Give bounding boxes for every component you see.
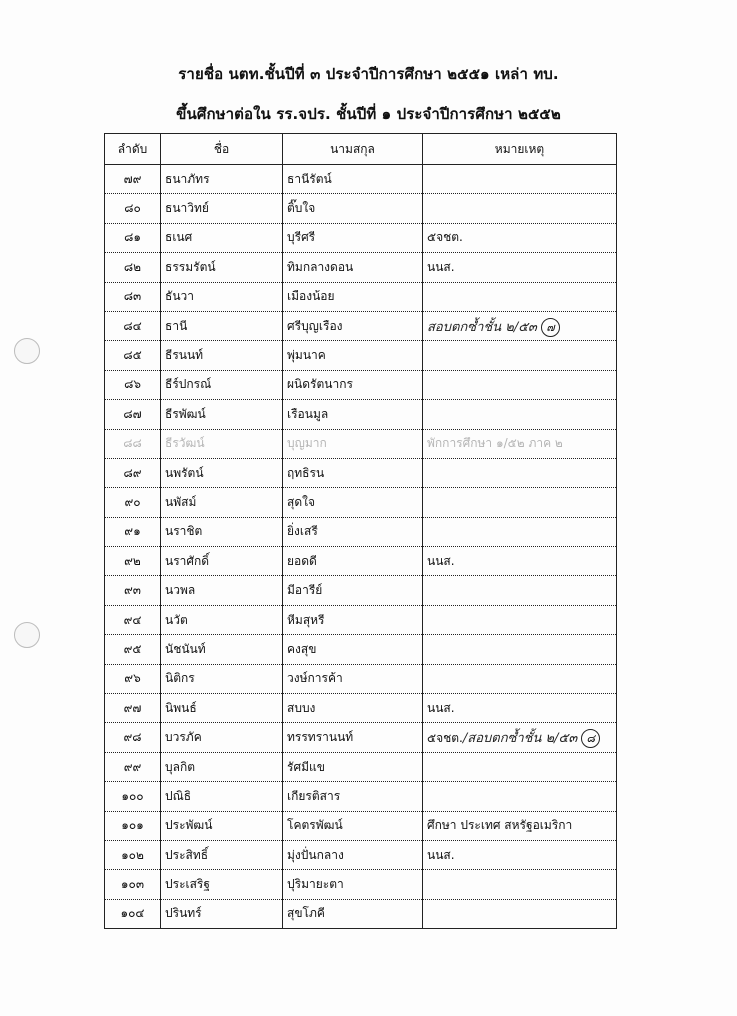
cell-name: ธานี	[161, 311, 283, 340]
cell-name: ปรินทร์	[161, 899, 283, 928]
cell-no: ๘๐	[105, 194, 161, 223]
cell-no: ๘๓	[105, 282, 161, 311]
cell-name: บุลกิต	[161, 752, 283, 781]
table-row	[105, 811, 617, 840]
cell-no: ๑๐๑	[105, 811, 161, 840]
cell-name: นพัสม์	[161, 488, 283, 517]
cell-surname: ยอดดี	[283, 547, 423, 576]
cell-surname: ผนิดรัตนากร	[283, 370, 423, 399]
roster-table	[104, 133, 617, 929]
cell-name: ธนาวิทย์	[161, 194, 283, 223]
cell-name: นราศักดิ์	[161, 547, 283, 576]
table-row	[105, 870, 617, 899]
cell-note	[423, 811, 617, 840]
cell-name: ธีร์ปกรณ์	[161, 370, 283, 399]
table-row	[105, 165, 617, 194]
table-row	[105, 458, 617, 487]
cell-no: ๙๓	[105, 576, 161, 605]
circled-number: ๘	[581, 729, 600, 748]
cell-surname: ทรรทรานนท์	[283, 723, 423, 752]
cell-surname: ศรีบุญเรือง	[283, 311, 423, 340]
cell-surname: สบบง	[283, 694, 423, 723]
cell-note	[423, 752, 617, 781]
cell-surname: ธานีรัตน์	[283, 165, 423, 194]
note-text: พักการศึกษา ๑/๕๒ ภาค ๒	[427, 436, 563, 451]
cell-note	[423, 400, 617, 429]
table-row	[105, 752, 617, 781]
cell-note	[423, 488, 617, 517]
cell-note	[423, 282, 617, 311]
note-text: ๕จชต.	[427, 230, 463, 245]
table-row	[105, 253, 617, 282]
cell-surname: มีอารีย์	[283, 576, 423, 605]
cell-no: ๙๑	[105, 517, 161, 546]
cell-surname: โคตรพัฒน์	[283, 811, 423, 840]
table-row	[105, 694, 617, 723]
punch-hole-top	[14, 338, 40, 364]
cell-name: นราชิต	[161, 517, 283, 546]
cell-note	[423, 694, 617, 723]
table-row	[105, 723, 617, 752]
cell-name: ธีรวัฒน์	[161, 429, 283, 458]
cell-name: นิติกร	[161, 664, 283, 693]
table-row	[105, 547, 617, 576]
cell-name: ธีรนนท์	[161, 341, 283, 370]
cell-no: ๘๑	[105, 223, 161, 252]
cell-surname: ติ๊บใจ	[283, 194, 423, 223]
note-text: นนส.	[427, 259, 455, 274]
cell-no: ๙๕	[105, 635, 161, 664]
table-row	[105, 605, 617, 634]
cell-note	[423, 576, 617, 605]
cell-no: ๘๙	[105, 458, 161, 487]
table-row	[105, 782, 617, 811]
note-text: นนส.	[427, 700, 455, 715]
table-row	[105, 664, 617, 693]
table-row	[105, 311, 617, 340]
cell-surname: เกียรติสาร	[283, 782, 423, 811]
cell-surname: หีมสุหรี	[283, 605, 423, 634]
table-row	[105, 899, 617, 928]
cell-name: ธนาภัทร	[161, 165, 283, 194]
column-header-surname: นามสกุล	[283, 134, 423, 165]
cell-surname: มุ่งปั่นกลาง	[283, 840, 423, 869]
cell-note	[423, 635, 617, 664]
cell-note	[423, 870, 617, 899]
cell-note	[423, 311, 617, 340]
table-row	[105, 576, 617, 605]
cell-surname: พุ่มนาค	[283, 341, 423, 370]
table-body	[105, 165, 617, 929]
table-row	[105, 635, 617, 664]
cell-name: ประพัฒน์	[161, 811, 283, 840]
note-text: ศึกษา ประเทศ สหรัฐอเมริกา	[427, 818, 573, 833]
cell-note	[423, 723, 617, 752]
cell-surname: บุญมาก	[283, 429, 423, 458]
cell-no: ๙๖	[105, 664, 161, 693]
cell-note	[423, 194, 617, 223]
table-row	[105, 341, 617, 370]
cell-no: ๑๐๔	[105, 899, 161, 928]
cell-note	[423, 253, 617, 282]
cell-name: ธรรมรัตน์	[161, 253, 283, 282]
cell-surname: สุขโภคี	[283, 899, 423, 928]
page-title: รายชื่อ นตท.ชั้นปีที่ ๓ ประจำปีการศึกษา ๒๕๕๑ เหล่า ทบ.	[178, 65, 559, 83]
circled-number: ๗	[541, 318, 560, 337]
cell-no: ๙๔	[105, 605, 161, 634]
cell-no: ๑๐๒	[105, 840, 161, 869]
column-header-note: หมายเหตุ	[423, 134, 617, 165]
column-header-no: ลำดับ	[105, 134, 161, 165]
column-header-name: ชื่อ	[161, 134, 283, 165]
table-row	[105, 517, 617, 546]
handwritten-note: สอบตกซ้ำชั้น ๒/๕๓	[427, 319, 537, 335]
cell-name: ประสิทธิ์	[161, 840, 283, 869]
page-subtitle: ขึ้นศึกษาต่อใน รร.จปร. ชั้นปีที่ ๑ ประจำปีการศึกษา ๒๕๕๒	[176, 105, 561, 123]
cell-surname: ปุริมายะตา	[283, 870, 423, 899]
cell-note	[423, 223, 617, 252]
cell-name: ประเสริฐ	[161, 870, 283, 899]
cell-no: ๗๙	[105, 165, 161, 194]
cell-note	[423, 664, 617, 693]
cell-note	[423, 165, 617, 194]
cell-name: นพรัตน์	[161, 458, 283, 487]
cell-name: นวัต	[161, 605, 283, 634]
cell-note	[423, 547, 617, 576]
cell-no: ๙๐	[105, 488, 161, 517]
cell-note	[423, 840, 617, 869]
note-text: ๕จชต.	[427, 731, 463, 746]
cell-no: ๘๘	[105, 429, 161, 458]
cell-no: ๙๒	[105, 547, 161, 576]
cell-no: ๙๙	[105, 752, 161, 781]
table-row	[105, 400, 617, 429]
cell-note	[423, 458, 617, 487]
cell-note	[423, 370, 617, 399]
cell-no: ๙๗	[105, 694, 161, 723]
punch-hole-bottom	[14, 622, 40, 648]
cell-no: ๑๐๐	[105, 782, 161, 811]
table-row	[105, 194, 617, 223]
table-row	[105, 429, 617, 458]
cell-no: ๘๒	[105, 253, 161, 282]
cell-surname: บุรีศรี	[283, 223, 423, 252]
cell-note	[423, 341, 617, 370]
cell-note	[423, 605, 617, 634]
table-header	[105, 134, 617, 165]
cell-surname: ยิ่งเสรี	[283, 517, 423, 546]
cell-surname: สุดใจ	[283, 488, 423, 517]
cell-no: ๘๕	[105, 341, 161, 370]
cell-no: ๑๐๓	[105, 870, 161, 899]
cell-surname: ฤทธิรน	[283, 458, 423, 487]
cell-no: ๘๗	[105, 400, 161, 429]
cell-no: ๘๔	[105, 311, 161, 340]
cell-name: ปณิธิ	[161, 782, 283, 811]
table-row	[105, 282, 617, 311]
cell-note	[423, 782, 617, 811]
cell-surname: คงสุข	[283, 635, 423, 664]
cell-surname: รัศมีแข	[283, 752, 423, 781]
table-row	[105, 840, 617, 869]
note-text: นนส.	[427, 553, 455, 568]
table-row	[105, 370, 617, 399]
note-text: นนส.	[427, 847, 455, 862]
cell-surname: เรือนมูล	[283, 400, 423, 429]
cell-name: นวพล	[161, 576, 283, 605]
cell-name: นัชนันท์	[161, 635, 283, 664]
cell-name: นิพนธ์	[161, 694, 283, 723]
cell-name: บวรภัค	[161, 723, 283, 752]
table-row	[105, 223, 617, 252]
cell-no: ๙๘	[105, 723, 161, 752]
cell-note	[423, 429, 617, 458]
cell-note	[423, 517, 617, 546]
cell-no: ๘๖	[105, 370, 161, 399]
handwritten-note: /สอบตกซ้ำชั้น ๒/๕๓	[462, 731, 578, 747]
cell-name: ธันวา	[161, 282, 283, 311]
cell-name: ธเนศ	[161, 223, 283, 252]
cell-surname: เมืองน้อย	[283, 282, 423, 311]
cell-name: ธีรพัฒน์	[161, 400, 283, 429]
cell-surname: วงษ์การค้า	[283, 664, 423, 693]
table-row	[105, 488, 617, 517]
cell-surname: ทิมกลางดอน	[283, 253, 423, 282]
cell-note	[423, 899, 617, 928]
